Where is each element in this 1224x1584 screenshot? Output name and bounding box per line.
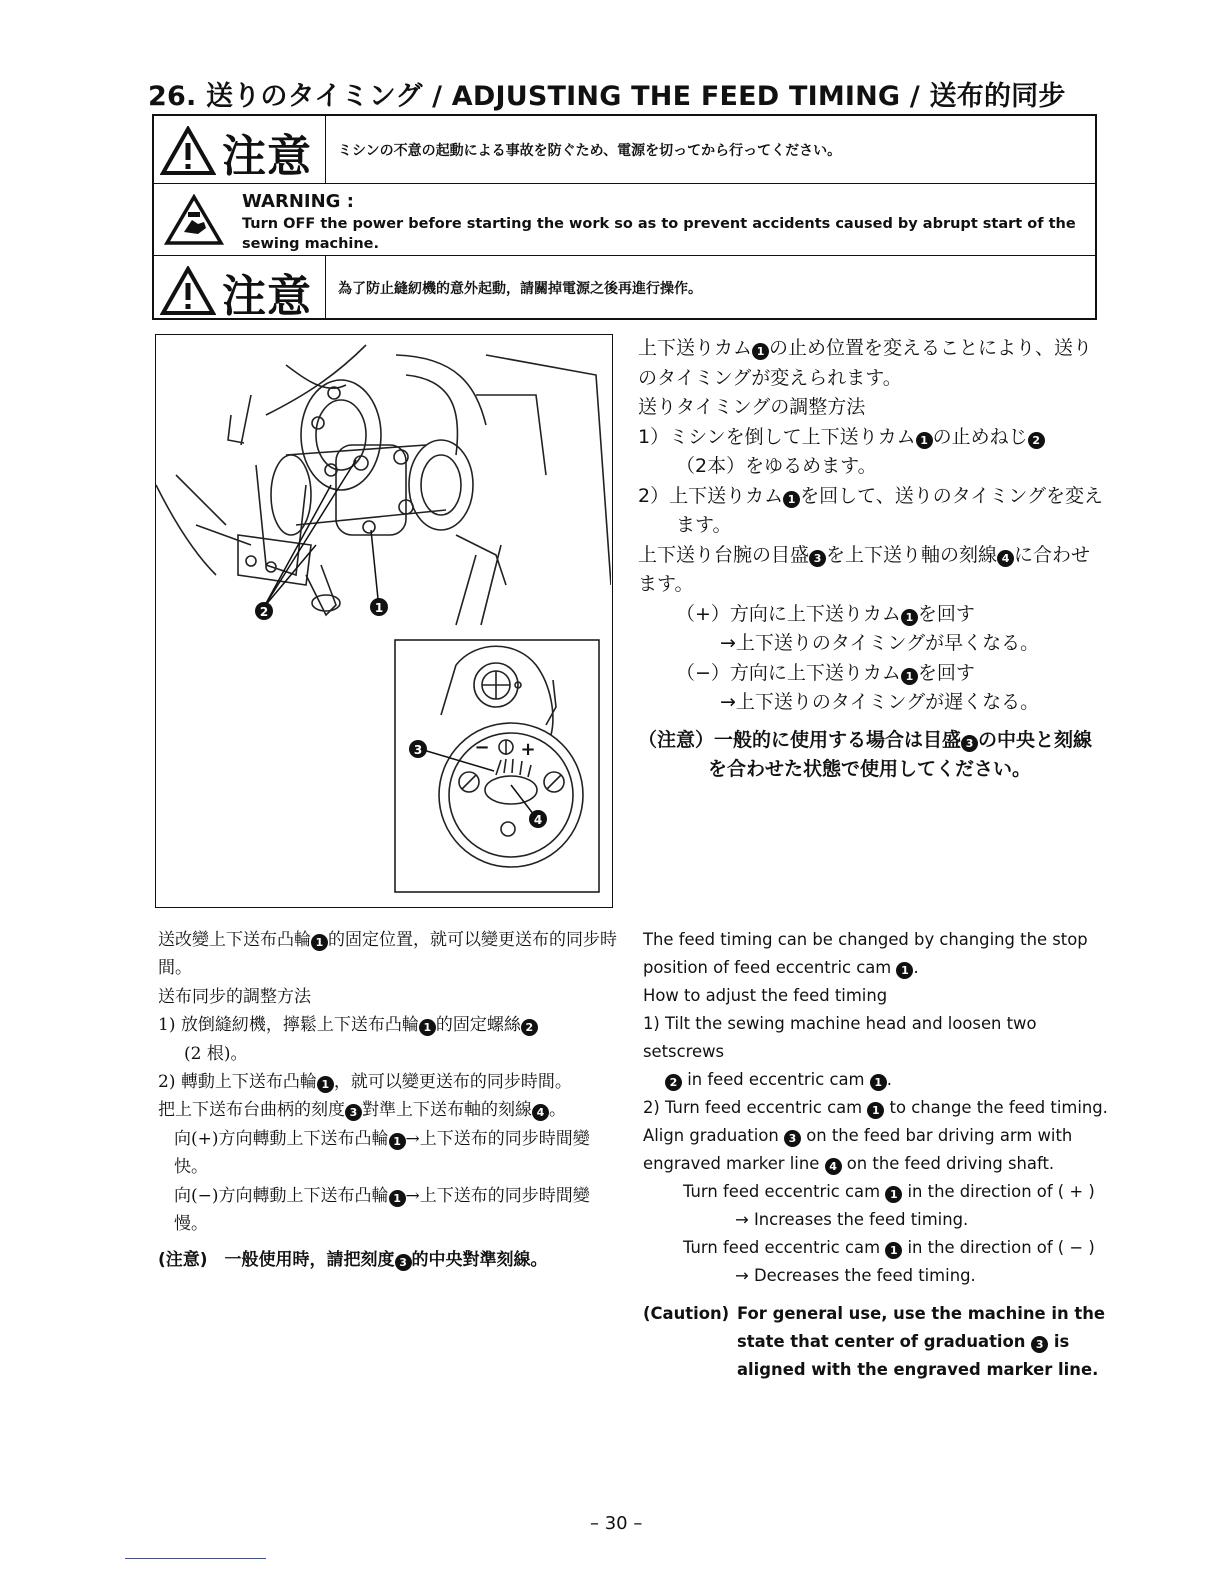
callout-2 — [255, 602, 273, 620]
zh-caution: (注意) 一般使用時，請把刻度 3 的中央對準刻線。 — [158, 1250, 548, 1271]
callout-4-label: 4 — [533, 813, 543, 827]
warning-row-zh — [154, 256, 1095, 320]
zh-minus: 向(−)方向轉動上下送布凸輪 1 →上下送布的同步時間變慢。 — [174, 1185, 590, 1235]
figure-frame — [155, 334, 613, 908]
en-plus-result: → Increases the feed timing. — [735, 1210, 969, 1229]
ja-plus: （+）方向に上下送りカム 1 を回す — [676, 602, 975, 625]
en-minus: Turn feed eccentric cam 1 in the direction of ( − ) — [683, 1238, 1095, 1257]
ja-step-2: 2）上下送りカム 1 を回して、送りのタイミングを変えます。 — [638, 484, 1103, 536]
warning-title-en: WARNING : — [242, 191, 354, 212]
minus-mark: − — [474, 737, 490, 758]
warning-row-en — [154, 184, 1095, 256]
page-title: 26. 送りのタイミング / ADJUSTING THE FEED TIMING / 送布的同步 — [148, 81, 1066, 112]
en-plus: Turn feed eccentric cam 1 in the direction of ( + ) — [683, 1182, 1095, 1201]
footer-divider — [125, 1558, 266, 1559]
en-caution: (Caution) For general use, use the machine in the state that center of graduation 3 is aligned with the engraved marker line. — [643, 1304, 1105, 1379]
callout-3-label: 3 — [413, 743, 423, 757]
warning-text-ja: ミシンの不意の起動による事故を防ぐため、電源を切ってから行ってください。 — [338, 143, 842, 159]
chinese-instructions — [158, 926, 618, 1275]
warning-text-en: Turn OFF the power before starting the work so as to prevent accidents caused by abrupt start of the sewing machine. — [242, 216, 1076, 252]
warning-row-ja — [154, 116, 1095, 184]
zh-plus: 向(+)方向轉動上下送布凸輪 1 →上下送布的同步時間變快。 — [174, 1128, 590, 1178]
en-step-1: 1) Tilt the sewing machine head and loosen two setscrews 2 in feed eccentric cam 1 . — [643, 1014, 1037, 1089]
japanese-instructions — [638, 334, 1108, 785]
warning-text-zh: 為了防止縫紉機的意外起動，請關掉電源之後再進行操作。 — [338, 281, 702, 297]
page-number: – 30 – — [590, 1513, 643, 1534]
ja-howto: 送りタイミングの調整方法 — [638, 396, 866, 418]
caution-kanji: 注意 — [222, 271, 312, 322]
caution-kanji: 注意 — [222, 131, 312, 182]
ja-plus-result: →上下送りのタイミングが早くなる。 — [720, 632, 1040, 654]
detail-inset — [395, 640, 599, 892]
en-align: Align graduation 3 on the feed bar driving arm with engraved marker line 4 on the feed driving shaft. — [643, 1126, 1073, 1173]
zh-step-1: 1) 放倒縫紉機，擰鬆上下送布凸輪 1 的固定螺絲 2 (2 根)。 — [158, 1011, 618, 1068]
ja-minus-result: →上下送りのタイミングが遅くなる。 — [720, 691, 1040, 713]
ja-caution: （注意）一般的に使用する場合は目盛 3 の中央と刻線 を合わせた状態で使用してください。 — [638, 728, 1093, 780]
callout-4 — [529, 810, 547, 828]
callout-2-label: 2 — [259, 605, 269, 619]
zh-step-2: 2) 轉動上下送布凸輪 1 ，就可以變更送布的同步時間。 — [158, 1072, 572, 1093]
ja-step-1: 1）ミシンを倒して上下送りカム 1 の止めねじ 2 （2本）をゆるめます。 — [638, 423, 1108, 482]
en-minus-result: → Decreases the feed timing. — [735, 1266, 976, 1285]
ja-minus: （−）方向に上下送りカム 1 を回す — [676, 661, 975, 684]
ja-intro: 上下送りカム 1 の止め位置を変えることにより、送りのタイミングが変えられます。 — [638, 337, 1093, 389]
en-intro: The feed timing can be changed by changing the stop position of feed eccentric cam 1 . — [643, 930, 1088, 977]
callout-3 — [409, 740, 427, 758]
plus-mark: + — [520, 739, 536, 760]
ja-align: 上下送り台腕の目盛 3 を上下送り軸の刻線 4 に合わせます。 — [638, 543, 1091, 595]
zh-intro: 送改變上下送布凸輪 1 的固定位置，就可以變更送布的同步時間。 — [158, 930, 617, 979]
warning-badge-zh — [154, 256, 326, 320]
zh-howto: 送布同步的調整方法 — [158, 986, 311, 1007]
warning-triangle-icon — [160, 126, 216, 176]
warning-box — [152, 114, 1097, 320]
feed-cam-illustration — [156, 335, 611, 906]
callout-1 — [370, 598, 388, 616]
en-howto: How to adjust the feed timing — [643, 986, 888, 1005]
english-instructions — [643, 926, 1113, 1384]
hand-hazard-icon — [164, 194, 224, 246]
en-step-2: 2) Turn feed eccentric cam 1 to change the feed timing. — [643, 1098, 1108, 1117]
warning-triangle-icon — [160, 266, 216, 316]
zh-align: 把上下送布台曲柄的刻度 3 對準上下送布軸的刻線 4 。 — [158, 1100, 566, 1121]
callout-1-label: 1 — [374, 601, 384, 615]
warning-badge-ja — [154, 116, 326, 183]
